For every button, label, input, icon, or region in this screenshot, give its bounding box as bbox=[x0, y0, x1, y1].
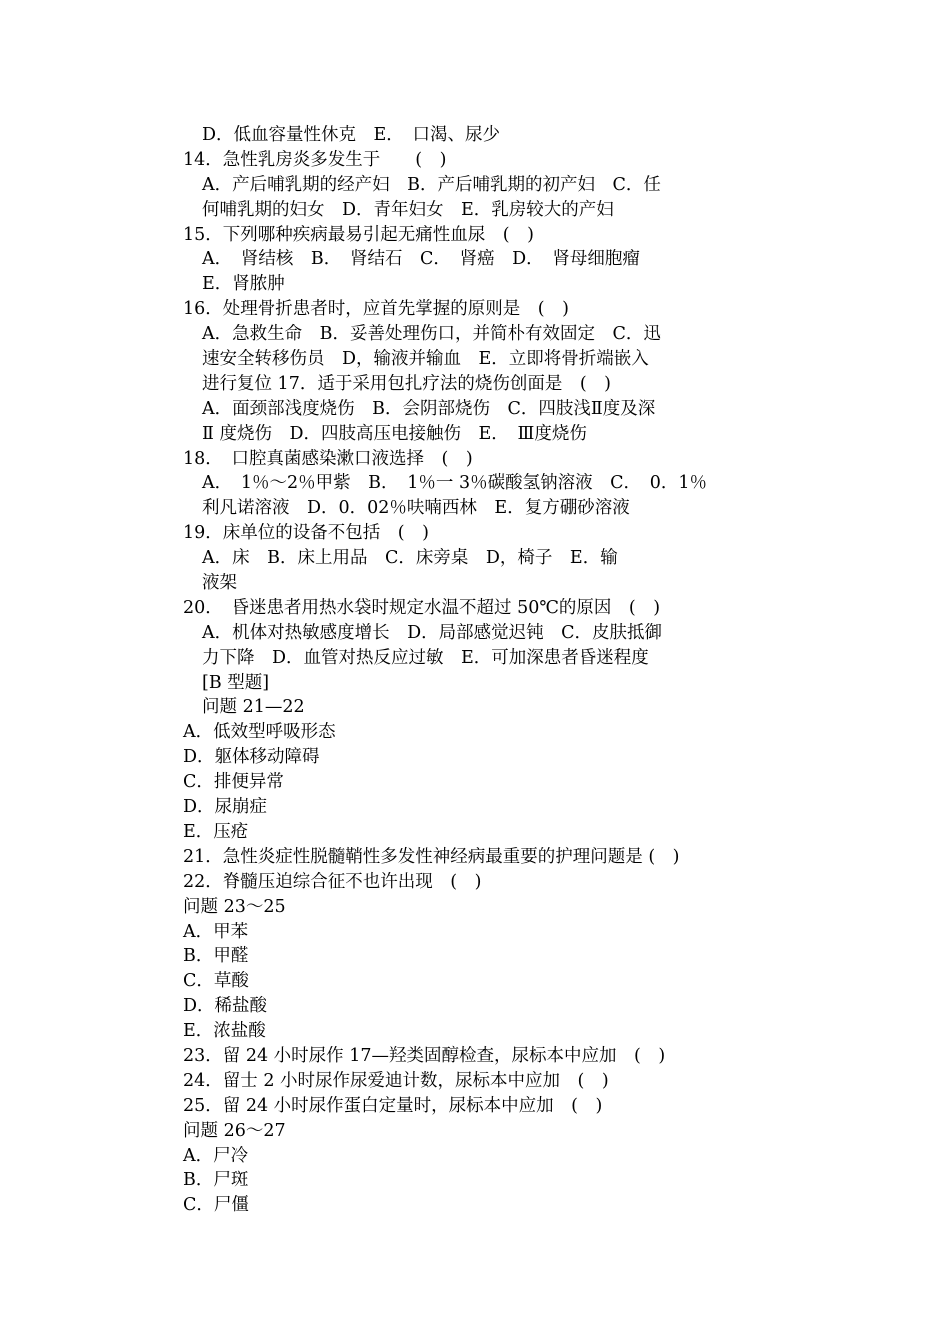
text-line: 问题 23～25 bbox=[183, 896, 286, 917]
text-line: E．压疮 bbox=[183, 821, 249, 842]
text-line: 19．床单位的设备不包括 ( ) bbox=[183, 523, 429, 544]
text-line: 16．处理骨折患者时，应首先掌握的原则是 ( ) bbox=[183, 299, 569, 320]
text-line: Ⅱ 度烧伤 D．四肢高压电接触伤 E． Ⅲ度烧伤 bbox=[202, 423, 587, 444]
text-line: D．稀盐酸 bbox=[183, 996, 268, 1017]
text-line: 14．急性乳房炎多发生于 ( ) bbox=[183, 149, 447, 170]
text-line: D．低血容量性休克 E． 口渴、尿少 bbox=[202, 125, 501, 145]
text-line: A． 肾结核 B． 肾结石 C． 肾癌 D． 肾母细胞瘤 bbox=[202, 249, 640, 270]
document-text bbox=[183, 123, 743, 1218]
text-line: A． 1％～2％甲紫 B． 1％一 3％碳酸氢钠溶液 C． 0．1％ bbox=[202, 473, 708, 494]
text-line: 20． 昏迷患者用热水袋时规定水温不超过 50℃的原因 ( ) bbox=[183, 597, 661, 618]
text-line: C．尸僵 bbox=[183, 1195, 249, 1216]
text-line: 何哺乳期的妇女 D．青年妇女 E．乳房较大的产妇 bbox=[202, 199, 614, 220]
text-line: A．床 B．床上用品 C．床旁桌 D，椅子 E．输 bbox=[202, 548, 618, 569]
text-line: E．浓盐酸 bbox=[183, 1021, 266, 1042]
text-line: 力下降 D．血管对热反应过敏 E．可加深患者昏迷程度 bbox=[202, 647, 649, 668]
text-line: C．排便异常 bbox=[183, 772, 284, 793]
text-line: 问题 26～27 bbox=[183, 1120, 286, 1141]
text-line: 23．留 24 小时尿作 17—羟类固醇检查，尿标本中应加 ( ) bbox=[183, 1045, 666, 1066]
text-line: A．低效型呼吸形态 bbox=[183, 722, 336, 743]
text-line: A．机体对热敏感度增长 D．局部感觉迟钝 C．皮肤抵御 bbox=[202, 622, 663, 643]
text-line: 液架 bbox=[202, 573, 237, 594]
text-line: 21．急性炎症性脱髓鞘性多发性神经病最重要的护理问题是 ( ) bbox=[183, 846, 680, 867]
text-line: A．尸冷 bbox=[183, 1145, 249, 1166]
text-line: 利凡诺溶液 D．0．02％呋喃西林 E．复方硼砂溶液 bbox=[202, 498, 630, 519]
text-line: 25．留 24 小时尿作蛋白定量时，尿标本中应加 ( ) bbox=[183, 1095, 603, 1116]
text-line: A．产后哺乳期的经产妇 B．产后哺乳期的初产妇 C．任 bbox=[202, 174, 661, 195]
text-line: 18． 口腔真菌感染漱口液选择 ( ) bbox=[183, 448, 473, 469]
text-line: D．躯体移动障碍 bbox=[183, 747, 320, 768]
text-line: E．肾脓肿 bbox=[202, 274, 285, 295]
text-line: 24．留士 2 小时尿作尿爱迪计数，尿标本中应加 ( ) bbox=[183, 1070, 609, 1091]
text-line: A．甲苯 bbox=[183, 921, 249, 942]
text-line: C．草酸 bbox=[183, 971, 249, 992]
text-line: 问题 21—22 bbox=[202, 697, 305, 718]
text-line: 15．下列哪种疾病最易引起无痛性血尿 ( ) bbox=[183, 224, 534, 245]
text-line: B．甲醛 bbox=[183, 946, 249, 967]
text-line: D．尿崩症 bbox=[183, 797, 268, 818]
text-line: A．急救生命 B．妥善处理伤口，并简朴有效固定 C．迅 bbox=[202, 324, 661, 345]
text-line: 22．脊髓压迫综合征不也许出现 ( ) bbox=[183, 871, 482, 892]
text-line: 进行复位 17．适于采用包扎疗法的烧伤创面是 ( ) bbox=[202, 373, 611, 394]
text-line: 速安全转移伤员 D，输液并输血 E．立即将骨折端嵌入 bbox=[202, 349, 649, 370]
text-line: B．尸斑 bbox=[183, 1170, 249, 1191]
text-line: [B 型题] bbox=[202, 672, 270, 693]
text-line: A．面颈部浅度烧伤 B．会阴部烧伤 C．四肢浅Ⅱ度及深 bbox=[202, 398, 656, 419]
